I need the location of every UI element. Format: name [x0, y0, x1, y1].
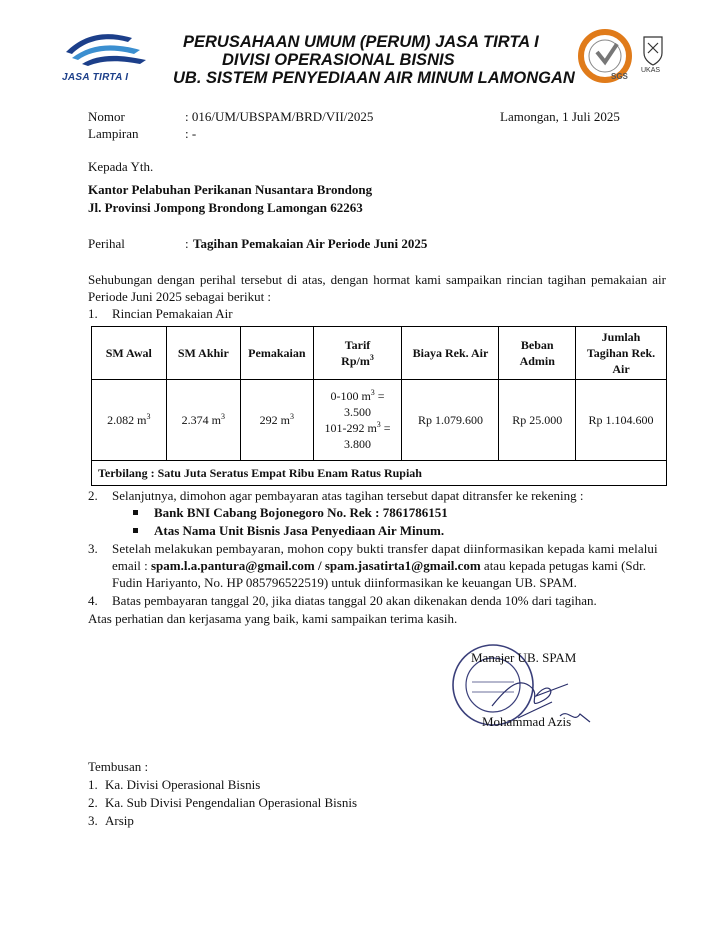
list-item: Ka. Sub Divisi Pengendalian Operasional Bisnis	[105, 795, 358, 810]
recipient-name: Kantor Pelabuhan Perikanan Nusantara Brondong	[88, 182, 373, 197]
bullet-icon	[133, 510, 138, 515]
item3-line2: email : spam.l.a.pantura@gmail.com / spam.jasatirta1@gmail.com atau kepada petugas kami (Sdr.	[112, 558, 647, 573]
header-beban: Beban Admin	[499, 327, 576, 380]
lampiran-value: : -	[185, 126, 197, 141]
list-item: Ka. Divisi Operasional Bisnis	[105, 777, 261, 792]
nomor-label: Nomor	[88, 109, 125, 124]
list-item: Arsip	[105, 813, 134, 828]
header-line-1: PERUSAHAAN UMUM (PERUM) JASA TIRTA I	[183, 33, 539, 51]
header-pemakaian: Pemakaian	[241, 327, 314, 380]
header-sm-akhir: SM Akhir	[166, 327, 241, 380]
perihal-colon: :	[185, 236, 189, 251]
header-sm-awal: SM Awal	[92, 327, 167, 380]
cell-pemakaian: 292 $m^3$	[241, 380, 314, 461]
signatory-name: Mohammad Azis	[482, 714, 572, 729]
terbilang-text: Terbilang : Satu Juta Seratus Empat Ribu Enam Ratus Rupiah	[92, 461, 667, 486]
ukas-certification-badge	[638, 33, 668, 83]
nomor-value: : 016/UM/UBSPAM/BRD/VII/2025	[185, 109, 374, 124]
item2-text: Selanjutnya, dimohon agar pembayaran atas tagihan tersebut dapat ditransfer ke rekening :	[112, 488, 584, 503]
list-item-number: 1.	[88, 777, 98, 792]
bank-account: Bank BNI Cabang Bojonegoro No. Rek : 7861786151	[154, 505, 448, 520]
intro-paragraph: Sehubungan dengan perihal tersebut di atas, dengan hormat kami sampaikan rincian tagihan pemakaian air Periode Juni 2025 sebagai berikut :	[88, 272, 666, 304]
list-item-number: 3.	[88, 813, 98, 828]
cell-sm-awal: 2.082 $m^3$	[92, 380, 167, 461]
header-jumlah: Jumlah Tagihan Rek. Air	[576, 327, 667, 380]
header-line-2: DIVISI OPERASIONAL BISNIS	[222, 51, 455, 69]
header-biaya: Biaya Rek. Air	[402, 327, 499, 380]
bullet-icon	[133, 528, 138, 533]
header-tarif: Tarif $Rp/m^3$	[313, 327, 402, 380]
greeting: Kepada Yth.	[88, 159, 154, 174]
item4-text: Batas pembayaran tanggal 20, jika diatas tanggal 20 akan dikenakan denda 10% dari tagihan.	[112, 593, 597, 608]
cell-tarif: 0-100 $m^3$ = 3.500 101-292 $m^3$ = 3.800	[313, 380, 402, 461]
closing-text: Atas perhatian dan kerjasama yang baik, kami sampaikan terima kasih.	[88, 611, 458, 626]
company-logo	[62, 28, 150, 86]
logo-text: JASA TIRTA I	[62, 72, 129, 83]
lampiran-label: Lampiran	[88, 126, 139, 141]
item2-number: 2.	[88, 488, 98, 503]
item4-number: 4.	[88, 593, 98, 608]
email-addresses: spam.l.a.pantura@gmail.com / spam.jasatirta1@gmail.com	[151, 558, 481, 573]
list-item-number: 2.	[88, 795, 98, 810]
item3-number: 3.	[88, 541, 98, 556]
header-line-3: UB. SISTEM PENYEDIAAN AIR MINUM LAMONGAN	[173, 69, 575, 87]
account-holder: Atas Nama Unit Bisnis Jasa Penyediaan Air Minum.	[154, 523, 445, 538]
sgs-label: SGS	[611, 72, 628, 81]
cell-beban: Rp 25.000	[499, 380, 576, 461]
table-row	[92, 380, 667, 461]
item1-number: 1.	[88, 306, 98, 321]
perihal-value: Tagihan Pemakaian Air Periode Juni 2025	[193, 236, 428, 251]
sgs-certification-badge	[577, 28, 633, 86]
cell-sm-akhir: 2.374 $m^3$	[166, 380, 241, 461]
usage-table	[91, 326, 667, 486]
tembusan-label: Tembusan :	[88, 759, 149, 774]
cell-biaya: Rp 1.079.600	[402, 380, 499, 461]
perihal-label: Perihal	[88, 236, 125, 251]
terbilang-row	[92, 461, 667, 486]
item3-line1: Setelah melakukan pembayaran, mohon copy bukti transfer dapat diinformasikan kepada kami melalui	[112, 541, 658, 556]
table-header-row	[92, 327, 667, 380]
signature-title: Manajer UB. SPAM	[471, 650, 577, 665]
cell-jumlah: Rp 1.104.600	[576, 380, 667, 461]
item1-text: Rincian Pemakaian Air	[112, 306, 233, 321]
recipient-address: Jl. Provinsi Jompong Brondong Lamongan 62263	[88, 200, 363, 215]
letter-date: Lamongan, 1 Juli 2025	[500, 109, 620, 124]
item3-line3: Fudin Hariyanto, No. HP 085796522519) untuk diinformasikan ke keuangan UB. SPAM.	[112, 575, 577, 590]
ukas-label: UKAS	[641, 67, 661, 74]
